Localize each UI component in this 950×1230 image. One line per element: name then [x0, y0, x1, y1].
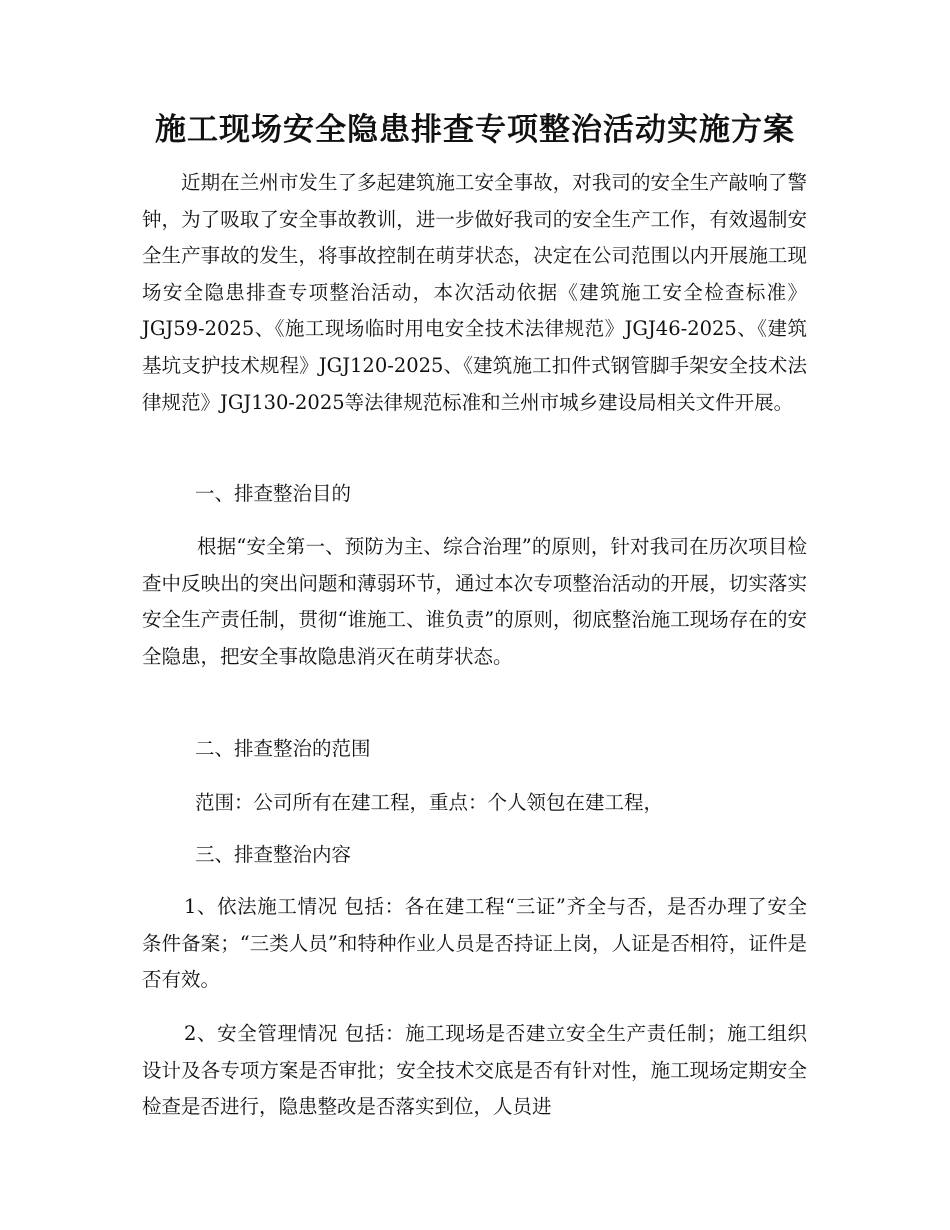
content-item-safety-management: 2、安全管理情况 包括：施工现场是否建立安全生产责任制；施工组织设计及各专项方案是否审批；安全技术交底是否有针对性，施工现场定期安全检查是否进行，隐患整改是否落实到位，人员进: [142, 1022, 807, 1119]
intro-paragraph: 近期在兰州市发生了多起建筑施工安全事故，对我司的安全生产敲响了警钟，为了吸取了安全事故教训，进一步做好我司的安全生产工作，有效遏制安全生产事故的发生，将事故控制在萌芽状态，决定在公司范围以内开展施工现场安全隐患排查专项整治活动，本次活动依据《建筑施工安全检查标准》JGJ59-2025、《施工现场临时用电安全技术法律规范》JGJ46-2025、《建筑基坑支护技术规程》JGJ120-2025、《建筑施工扣件式钢管脚手架安全技术法律规范》JGJ130-2025等法律规范标准和兰州市城乡建设局相关文件开展。: [142, 171, 807, 414]
section-heading-purpose: 一、排查整治目的: [195, 482, 352, 505]
document-title: 施工现场安全隐患排查专项整治活动实施方案: [155, 112, 795, 148]
section-body-purpose: 根据“安全第一、预防为主、综合治理”的原则，针对我司在历次项目检查中反映出的突出问题和薄弱环节，通过本次专项整治活动的开展，切实落实安全生产责任制，贯彻“谁施工、谁负责”的原则，彻底整治施工现场存在的安全隐患，把安全事故隐患消灭在萌芽状态。: [142, 535, 807, 668]
section-heading-scope: 二、排查整治的范围: [195, 737, 371, 760]
section-heading-content: 三、排查整治内容: [195, 843, 352, 866]
section-body-scope: 范围：公司所有在建工程，重点：个人领包在建工程，: [195, 791, 664, 814]
content-item-legal-construction: 1、依法施工情况 包括：各在建工程“三证”齐全与否，是否办理了安全条件备案；“三类人员”和特种作业人员是否持证上岗，人证是否相符，证件是否有效。: [142, 895, 807, 992]
